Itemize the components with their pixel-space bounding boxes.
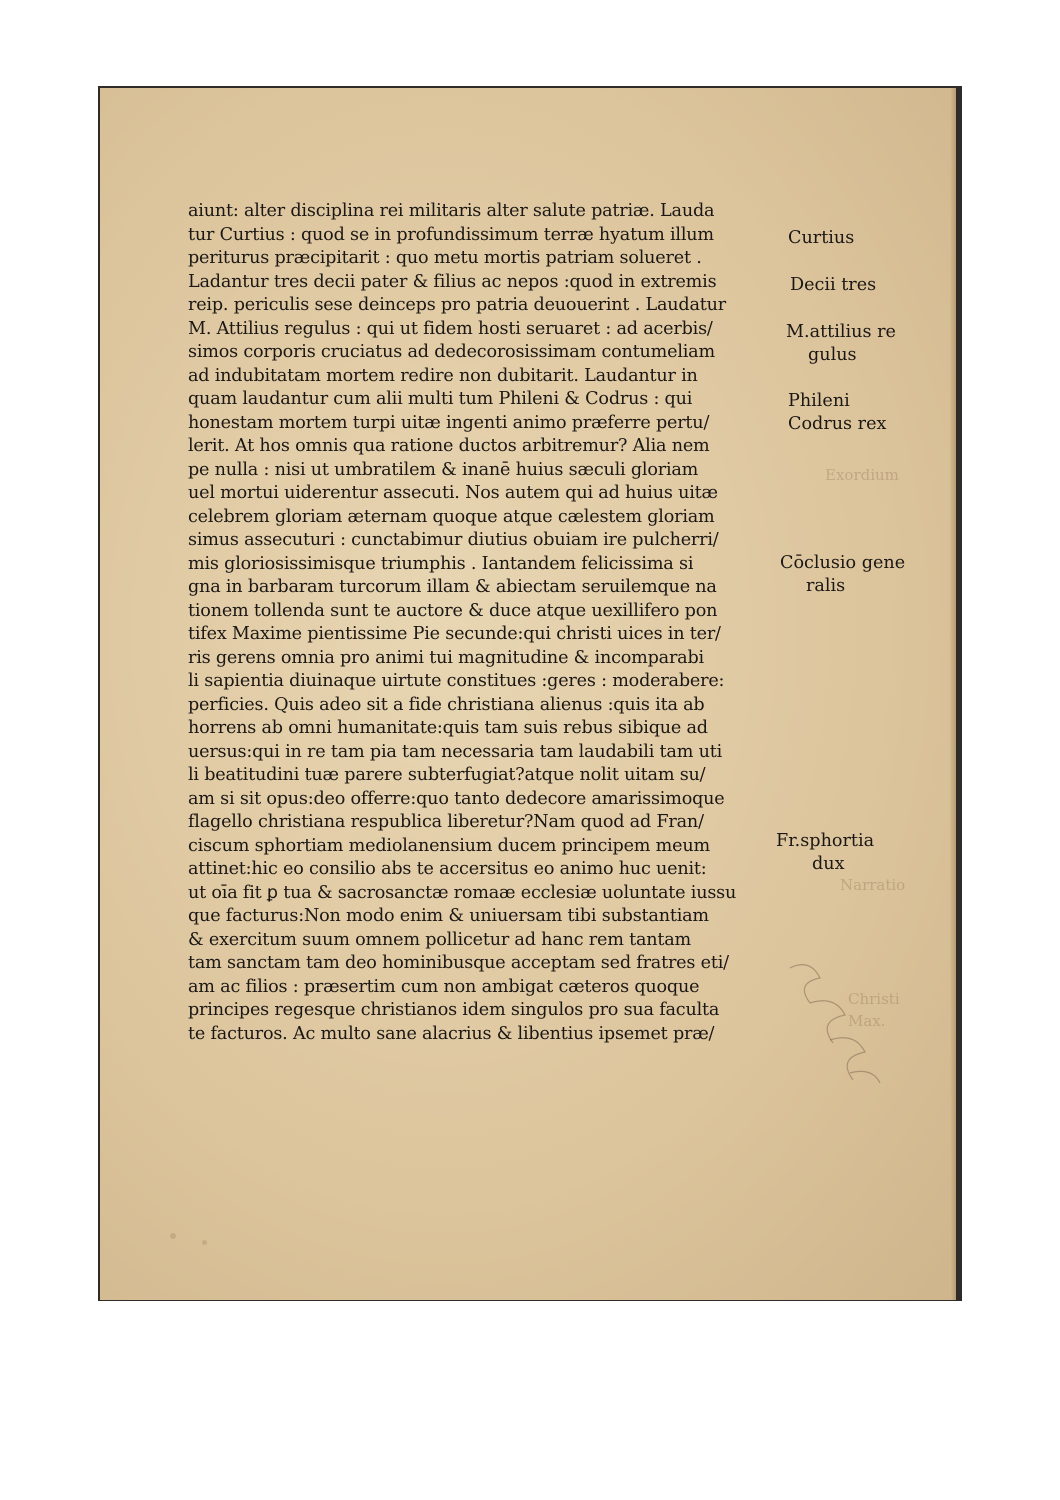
- marginal-note-curtius: Curtius: [788, 228, 855, 248]
- show-through-exordium: Exordium: [825, 466, 899, 484]
- watermark-stamp: [780, 958, 900, 1108]
- marginal-note-sphortia: Fr.sphortia: [776, 831, 875, 851]
- marginal-note-conclusio-cont: ralis: [806, 576, 846, 596]
- body-line: ad indubitatam mortem redire non dubitarit. Laudantur in: [188, 365, 698, 386]
- show-through-narratio: Narratio: [840, 876, 906, 894]
- manuscript-page: [100, 88, 956, 1300]
- body-line: uel mortui uiderentur assecuti. Nos autem qui ad huius uitæ: [188, 483, 718, 503]
- body-line: ut oīa fit ꝑ tua & sacrosanctæ romaæ ecclesiæ uoluntate iussu: [188, 882, 737, 903]
- body-line: periturus præcipitarit : quo metu mortis patriam solueret .: [188, 248, 702, 268]
- body-line: am si sit opus:deo offerre:quo tanto dedecore amarissimoque: [188, 788, 725, 809]
- marginal-note-decii: Decii tres: [790, 275, 877, 295]
- marginal-note-codrus: Codrus rex: [788, 414, 887, 434]
- body-line: uersus:qui in re tam pia tam necessaria tam laudabili tam uti: [188, 741, 722, 762]
- foxing-spot: [170, 1233, 176, 1239]
- body-text: [188, 200, 788, 1046]
- marginal-note-conclusio: Cōclusio gene: [780, 553, 906, 573]
- body-line: principes regesque christianos idem singulos pro sua faculta: [188, 1000, 720, 1020]
- body-line: flagello christiana respublica liberetur?Nam quod ad Fran/: [188, 812, 704, 832]
- foxing-spot: [202, 1240, 207, 1245]
- body-line: mis gloriosissimisque triumphis . Iantandem felicissima si: [188, 553, 694, 574]
- show-through-christi: Christi: [848, 990, 900, 1008]
- body-line: pe nulla : nisi ut umbratilem & inanē huius sæculi gloriam: [188, 459, 699, 480]
- body-line: M. Attilius regulus : qui ut fidem hosti seruaret : ad acerbis/: [188, 318, 713, 339]
- body-line: Ladantur tres decii pater & filius ac nepos :quod in extremis: [188, 271, 717, 292]
- body-line: tam sanctam tam deo hominibusque acceptam sed fratres eti/: [188, 953, 729, 973]
- body-line: tur Curtius : quod se in profundissimum terræ hyatum illum: [188, 224, 714, 245]
- body-line: tionem tollenda sunt te auctore & duce atque uexillifero pon: [188, 600, 718, 621]
- body-line: attinet:hic eo consilio abs te accersitus eo animo huc uenit:: [188, 859, 707, 879]
- body-line: te facturos. Ac multo sane alacrius & libentius ipsemet præ/: [188, 1023, 715, 1044]
- body-line: ciscum sphortiam mediolanensium ducem principem meum: [188, 835, 710, 856]
- body-line: ris gerens omnia pro animi tui magnitudine & incomparabi: [188, 647, 704, 668]
- marginal-note-regulus: M.attilius re: [786, 322, 896, 342]
- body-line: lerit. At hos omnis qua ratione ductos arbitremur? Alia nem: [188, 436, 710, 456]
- body-line: perficies. Quis adeo sit a fide christiana alienus :quis ita ab: [188, 694, 705, 715]
- marginal-note-dux: dux: [812, 854, 845, 874]
- body-line: li beatitudini tuæ parere subterfugiat?atque nolit uitam su/: [188, 765, 706, 785]
- body-line: horrens ab omni humanitate:quis tam suis rebus sibique ad: [188, 718, 708, 738]
- body-line: li sapientia diuinaque uirtute constitues :geres : moderabere:: [188, 671, 725, 691]
- body-line: aiunt: alter disciplina rei militaris alter salute patriæ. Lauda: [188, 201, 715, 221]
- marginal-note-phileni: Phileni: [788, 391, 850, 411]
- body-line: & exercitum suum omnem pollicetur ad hanc rem tantam: [188, 929, 692, 950]
- body-line: tifex Maxime pientissime Pie secunde:qui christi uices in ter/: [188, 624, 721, 644]
- show-through-max: Max.: [848, 1012, 886, 1030]
- body-line: gna in barbaram turcorum illam & abiectam seruilemque na: [188, 577, 717, 597]
- body-line: simos corporis cruciatus ad dedecorosissimam contumeliam: [188, 342, 715, 362]
- body-line: celebrem gloriam æternam quoque atque cælestem gloriam: [188, 506, 715, 527]
- body-line: quam laudantur cum alii multi tum Phileni & Codrus : qui: [188, 389, 693, 409]
- body-line: que facturus:Non modo enim & uniuersam tibi substantiam: [188, 906, 709, 926]
- page-edge: [950, 88, 956, 1300]
- body-line: am ac filios : præsertim cum non ambigat cæteros quoque: [188, 976, 700, 997]
- body-line: honestam mortem turpi uitæ ingenti animo præferre pertu/: [188, 412, 710, 433]
- body-line: simus assecuturi : cunctabimur diutius obuiam ire pulcherri/: [188, 530, 719, 550]
- body-line: reip. periculis sese deinceps pro patria deuouerint . Laudatur: [188, 295, 726, 315]
- marginal-note-regulus-cont: gulus: [808, 345, 857, 365]
